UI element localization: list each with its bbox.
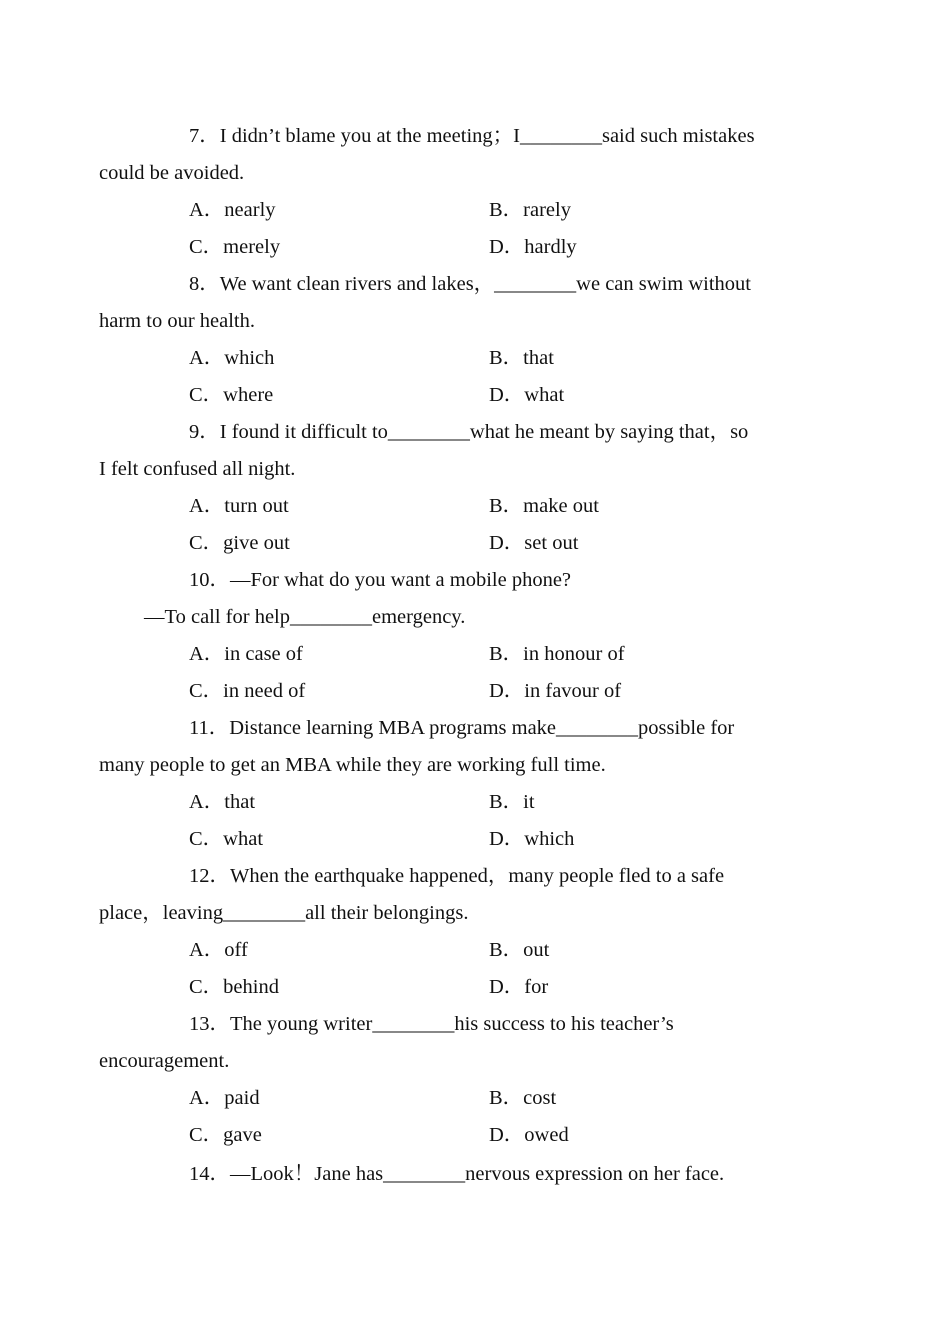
option-c[interactable]: C．give out (189, 532, 290, 554)
question-12 (99, 858, 806, 1006)
question-11-text (99, 710, 806, 784)
option-a[interactable]: A．in case of (189, 643, 303, 665)
option-d[interactable]: D．in favour of (489, 680, 622, 702)
option-d[interactable]: D．set out (489, 532, 579, 554)
option-a[interactable]: A．paid (189, 1087, 260, 1109)
question-12-options (144, 932, 806, 1006)
question-9-line2: I felt confused all night. (99, 458, 296, 480)
question-12-line1: 12．When the earthquake happened，many people fled to a safe (189, 865, 725, 887)
question-13-options (144, 1080, 806, 1154)
option-a[interactable]: A．off (189, 939, 248, 961)
option-c[interactable]: C．behind (189, 976, 279, 998)
option-d[interactable]: D．what (489, 384, 565, 406)
option-b[interactable]: B．out (489, 939, 550, 961)
question-11 (99, 710, 806, 858)
question-11-options (144, 784, 806, 858)
question-14 (144, 1156, 806, 1193)
option-d[interactable]: D．hardly (489, 236, 577, 258)
question-8-options (144, 340, 806, 414)
question-7-options (144, 192, 806, 266)
option-a[interactable]: A．nearly (189, 199, 276, 221)
question-13 (99, 1006, 806, 1154)
question-13-text (99, 1006, 806, 1080)
option-a[interactable]: A．that (189, 791, 256, 813)
option-b[interactable]: B．it (489, 791, 535, 813)
question-9 (99, 414, 806, 562)
question-9-text (99, 414, 806, 488)
option-b[interactable]: B．make out (489, 495, 599, 517)
option-c[interactable]: C．where (189, 384, 274, 406)
option-a[interactable]: A．which (189, 347, 275, 369)
option-c[interactable]: C．merely (189, 236, 281, 258)
question-7-line2: could be avoided. (99, 162, 245, 184)
question-10-line1: 10．—For what do you want a mobile phone? (189, 569, 572, 591)
option-b[interactable]: B．cost (489, 1087, 557, 1109)
option-c[interactable]: C．what (189, 828, 264, 850)
question-10 (144, 562, 806, 710)
question-14-line1: 14．—Look！Jane has________nervous expression on her face. (189, 1163, 725, 1185)
question-8-line1: 8．We want clean rivers and lakes，________we can swim without (189, 273, 751, 295)
question-13-line1: 13．The young writer________his success to his teacher’s (189, 1013, 674, 1035)
question-7-text (99, 118, 806, 192)
question-12-line2: place，leaving________all their belongings. (99, 902, 469, 924)
option-b[interactable]: B．rarely (489, 199, 571, 221)
question-7-line1: 7．I didn’t blame you at the meeting；I________said such mistakes (189, 125, 755, 147)
question-11-line2: many people to get an MBA while they are working full time. (99, 754, 606, 776)
question-9-options (144, 488, 806, 562)
option-b[interactable]: B．in honour of (489, 643, 625, 665)
question-12-text (99, 858, 806, 932)
question-13-line2: encouragement. (99, 1050, 230, 1072)
question-8-text (99, 266, 806, 340)
option-c[interactable]: C．gave (189, 1124, 262, 1146)
question-10-line2: —To call for help________emergency. (144, 606, 466, 628)
question-10-options (144, 636, 806, 710)
question-8 (99, 266, 806, 414)
option-a[interactable]: A．turn out (189, 495, 289, 517)
option-d[interactable]: D．for (489, 976, 549, 998)
question-7 (99, 118, 806, 266)
option-c[interactable]: C．in need of (189, 680, 306, 702)
question-8-line2: harm to our health. (99, 310, 255, 332)
option-b[interactable]: B．that (489, 347, 554, 369)
question-9-line1: 9．I found it difficult to________what he meant by saying that，so (189, 421, 749, 443)
option-d[interactable]: D．which (489, 828, 575, 850)
question-14-text (144, 1156, 806, 1193)
question-10-text (144, 562, 806, 636)
question-11-line1: 11．Distance learning MBA programs make________possible for (189, 717, 735, 739)
option-d[interactable]: D．owed (489, 1124, 569, 1146)
